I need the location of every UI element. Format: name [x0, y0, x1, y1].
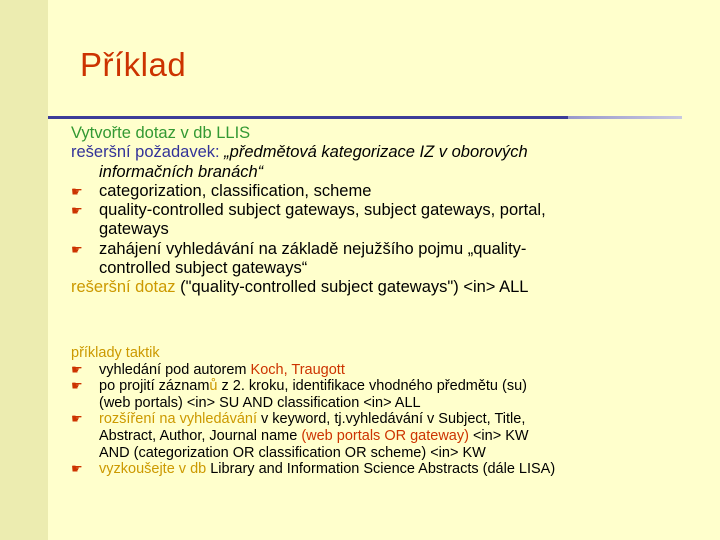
- tactic-item: [71, 362, 711, 379]
- tactic-query-accent: (web portals OR gateway): [301, 427, 469, 444]
- tactic-text: po projití záznam: [99, 378, 210, 395]
- title-underline: [48, 116, 682, 119]
- bullet-text: zahájení vyhledávání na základě nejužšího pojmu „quality-: [99, 239, 527, 258]
- task-block: [71, 124, 711, 298]
- tactic-text-cont: [71, 428, 711, 445]
- bullet-text-cont: controlled subject gateways“: [99, 259, 308, 278]
- request-value-cont: informačních branách“: [99, 162, 264, 181]
- query-label: rešeršní dotaz: [71, 278, 176, 297]
- bullet-item: [71, 201, 711, 220]
- bullet-text-cont: gateways: [99, 220, 169, 239]
- tactic-text-accent: vyzkoušejte v db: [99, 461, 207, 478]
- tactics-block: [71, 345, 711, 478]
- tactic-item: [71, 461, 711, 478]
- query-line: [71, 278, 711, 297]
- request-label: rešeršní požadavek:: [71, 143, 220, 162]
- bullet-item: [71, 182, 711, 201]
- tactic-text-accent: ů: [209, 378, 218, 395]
- hand-pointer-icon: ☛: [71, 203, 83, 219]
- hand-pointer-icon: ☛: [71, 461, 83, 477]
- author-name: Koch, Traugott: [250, 361, 345, 378]
- hand-pointer-icon: ☛: [71, 361, 83, 377]
- tactic-text: Abstract, Author, Journal name: [99, 427, 302, 444]
- bullet-text: categorization, classification, scheme: [99, 181, 372, 200]
- hand-pointer-icon: ☛: [71, 183, 83, 199]
- tactic-item: [71, 378, 711, 395]
- hand-pointer-icon: ☛: [71, 241, 83, 257]
- request-value: „předmětová kategorizace IZ v oborových: [219, 143, 528, 162]
- query-value: ("quality-controlled subject gateways") <in> ALL: [175, 278, 529, 297]
- bullet-text: quality-controlled subject gateways, subject gateways, portal,: [99, 201, 546, 220]
- slide-title: Příklad: [80, 46, 187, 83]
- tactic-text: Library and Information Science Abstracts (dále LISA): [206, 461, 556, 478]
- tactic-text-accent: rozšíření na vyhledávání: [99, 411, 257, 428]
- hand-pointer-icon: ☛: [71, 378, 83, 394]
- task-line: Vytvořte dotaz v db LLIS: [71, 124, 251, 142]
- tactic-text-cont: AND (categorization OR classification OR scheme) <in> KW: [99, 444, 486, 461]
- tactic-text-cont: (web portals) <in> SU AND classification <in> ALL: [99, 394, 421, 411]
- tactics-heading: příklady taktik: [71, 345, 160, 361]
- tactic-item: [71, 411, 711, 428]
- request-line: [71, 143, 711, 162]
- tactic-text: z 2. kroku, identifikace vhodného předmětu (su): [217, 378, 527, 395]
- tactic-text: vyhledání pod autorem: [99, 361, 251, 378]
- tactic-text: <in> KW: [468, 427, 529, 444]
- hand-pointer-icon: ☛: [71, 411, 83, 427]
- tactic-text: v keyword, tj.vyhledávání v Subject, Title,: [256, 411, 526, 428]
- left-decor-band: [0, 0, 48, 540]
- bullet-item: [71, 240, 711, 259]
